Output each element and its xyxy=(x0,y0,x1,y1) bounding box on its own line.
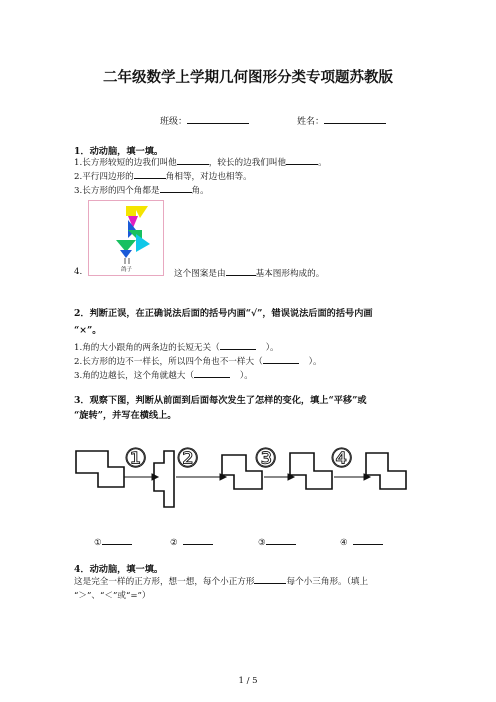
s1-q1-text-a: 1.长方形较短的边我们叫他 xyxy=(74,158,177,168)
s1-q1-text-c: 。 xyxy=(318,158,327,168)
s2-item-3 xyxy=(74,369,253,381)
shape-2 xyxy=(154,451,174,507)
name-blank[interactable] xyxy=(324,114,386,124)
figure-circle-4: ④ xyxy=(330,445,354,474)
s1-question-4-number: 4. xyxy=(74,267,83,277)
s2-item-1 xyxy=(74,341,279,353)
s1-q2-text-b: 角相等，对边也相等。 xyxy=(165,172,252,182)
s3-answer-4-label: ④ xyxy=(340,538,348,548)
s2-item-1-text: 1.角的大小跟角的两条边的长短无关（ xyxy=(74,343,220,353)
s2-item-1-end: ）。 xyxy=(265,343,279,353)
s3-answer-1-blank[interactable] xyxy=(102,536,132,545)
figure-circle-2: ② xyxy=(176,445,200,474)
s1-q3-text-b: 角。 xyxy=(191,186,209,196)
class-field xyxy=(160,114,249,127)
section-1-heading: 1．动动脑，填一填。 xyxy=(74,146,164,157)
s2-item-2 xyxy=(74,355,322,367)
shape-1 xyxy=(76,451,124,487)
s1-q2-text-a: 2.平行四边形的 xyxy=(74,172,134,182)
shape-4 xyxy=(290,453,332,489)
s2-item-2-end: ）。 xyxy=(308,357,322,367)
s3-answer-3-blank[interactable] xyxy=(266,536,296,545)
s1-q1-blank-2[interactable] xyxy=(286,156,318,165)
s3-answer-4 xyxy=(340,536,383,548)
figure-circle-1: ① xyxy=(124,445,148,474)
s3-answer-4-blank[interactable] xyxy=(353,536,383,545)
s2-item-3-text: 3.角的边越长，这个角就越大（ xyxy=(74,371,194,381)
s3-answer-3-label: ③ xyxy=(258,538,266,548)
s1-q2-blank[interactable] xyxy=(134,170,166,179)
s4-question-line-2: “＞”、“＜”或“=”） xyxy=(74,591,151,601)
s1-q1-blank-1[interactable] xyxy=(177,156,209,165)
s3-answer-2 xyxy=(170,536,213,548)
s1-q4-text-a: 这个图案是由 xyxy=(174,269,226,279)
class-label: 班级： xyxy=(160,117,188,127)
section-2-heading-line-1: 2．判断正误，在正确说法后面的括号内画“√”，错误说法后面的括号内画 xyxy=(74,308,373,319)
s3-answer-1 xyxy=(94,536,132,548)
s1-question-1 xyxy=(74,156,327,168)
s2-item-1-paren[interactable] xyxy=(220,341,266,353)
section-2-heading-line-2: “×”。 xyxy=(74,325,102,336)
s1-question-2 xyxy=(74,170,252,182)
shape-5 xyxy=(366,453,406,489)
tangram-pigeon-image xyxy=(88,200,164,276)
s4-text-b: 每个小三角形。（填上 xyxy=(286,577,369,587)
s2-item-3-end: ）。 xyxy=(239,371,253,381)
s2-item-3-paren[interactable] xyxy=(194,369,240,381)
transformation-figure xyxy=(74,445,414,525)
name-label: 姓名： xyxy=(297,117,325,127)
section-3-heading-line-2: “旋转”，并写在横线上。 xyxy=(74,410,177,421)
s1-q3-blank[interactable] xyxy=(160,184,192,193)
s1-question-3 xyxy=(74,184,209,196)
s2-item-2-text: 2.长方形的边不一样长，所以四个角也不一样大（ xyxy=(74,357,263,367)
s1-q3-text-a: 3.长方形的四个角都是 xyxy=(74,186,160,196)
s2-item-2-paren[interactable] xyxy=(263,355,309,367)
s1-q4-blank[interactable] xyxy=(226,267,256,276)
page-title: 二年级数学上学期几何图形分类专项题苏教版 xyxy=(103,69,393,86)
s4-blank[interactable] xyxy=(254,575,286,584)
s3-answer-2-label: ② xyxy=(170,538,178,548)
tangram-caption: 鸽子 xyxy=(121,267,133,273)
s3-answer-3 xyxy=(258,536,296,548)
class-blank[interactable] xyxy=(187,114,249,124)
page-number: 1 / 5 xyxy=(238,676,258,686)
s3-answer-2-blank[interactable] xyxy=(183,536,213,545)
section-3-heading-line-1: 3．观察下图，判断从前面到后面每次发生了怎样的变化，填上“平移”或 xyxy=(74,395,367,406)
s3-answer-1-label: ① xyxy=(94,538,102,548)
s1-question-4 xyxy=(174,267,324,279)
name-field xyxy=(297,114,386,127)
s1-q4-text-b: 基本图形构成的。 xyxy=(255,269,325,279)
figure-circle-3: ③ xyxy=(254,445,278,474)
s1-q1-text-b: ，较长的边我们叫他 xyxy=(208,158,287,168)
section-4-heading: 4．动动脑，填一填。 xyxy=(74,564,164,575)
s4-text-a: 这是完全一样的正方形，想一想，每个小正方形 xyxy=(74,577,255,587)
s4-question-line-1 xyxy=(74,575,368,587)
